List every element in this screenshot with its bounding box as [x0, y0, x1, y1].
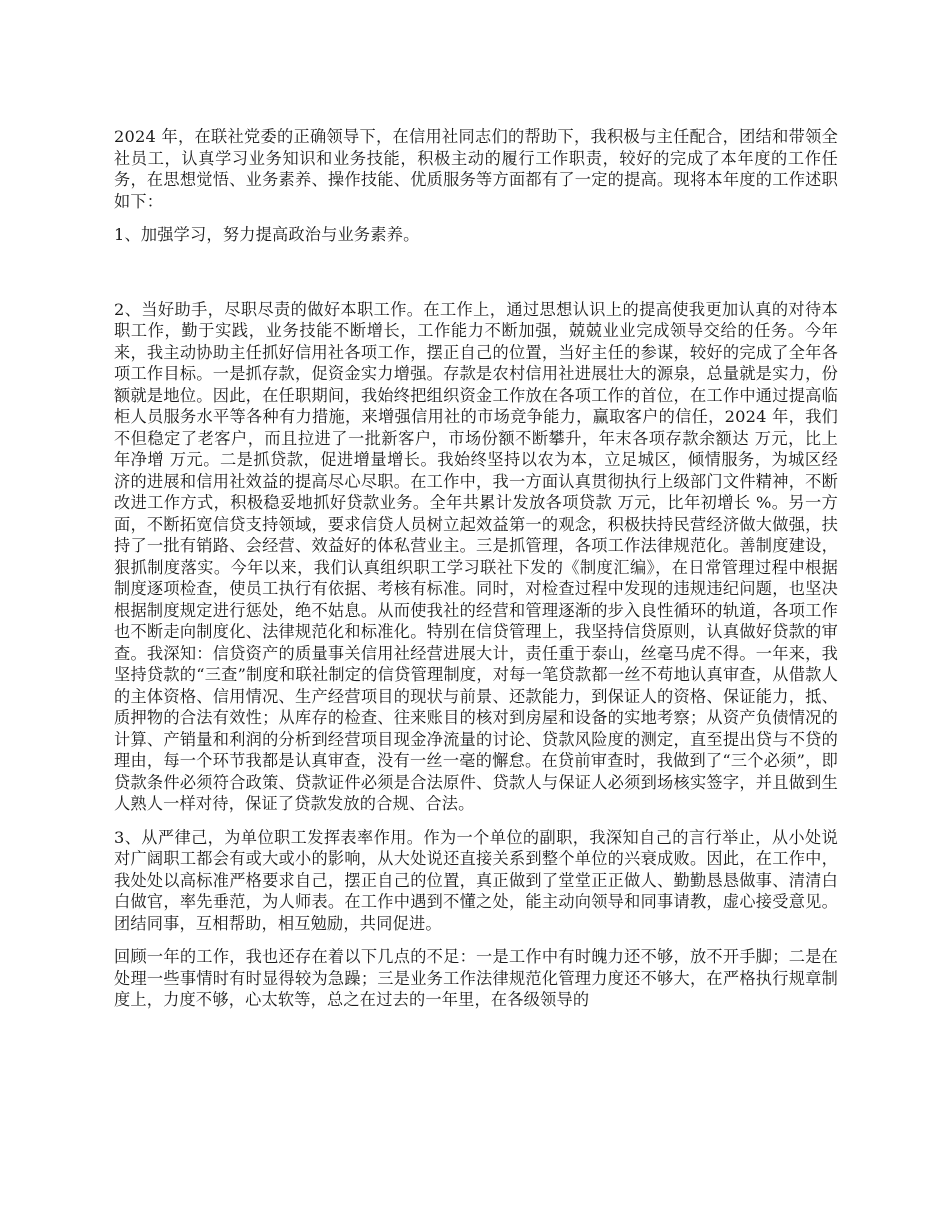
document-body [114, 126, 838, 1011]
paragraph-section-2: 2、当好助手，尽职尽责的做好本职工作。在工作上，通过思想认识上的提高使我更加认真的对待本职工作，勤于实践，业务技能不断增长，工作能力不断加强，兢兢业业完成领导交给的任务。今年来，我主动协助主任抓好信用社各项工作，摆正自己的位置，当好主任的参谋，较好的完成了全年各项工作目标。一是抓存款，促资金实力增强。存款是农村信用社进展壮大的源泉，总量就是实力，份额就是地位。因此，在任职期间，我始终把组织资金工作放在各项工作的首位，在工作中通过提高临柜人员服务水平等各种有力措施，来增强信用社的市场竞争能力，赢取客户的信任，2024 年，我们不但稳定了老客户，而且拉进了一批新客户，市场份额不断攀升，年末各项存款余额达 万元，比上年净增 万元。二是抓贷款，促进增量增长。我始终坚持以农为本，立足城区，倾情服务，为城区经济的进展和信用社效益的提高尽心尽职。在工作中，我一方面认真贯彻执行上级部门文件精神，不断改进工作方式，积极稳妥地抓好贷款业务。全年共累计发放各项贷款 万元，比年初增长 %。另一方面，不断拓宽信贷支持领域，要求信贷人员树立起效益第一的观念，积极扶持民营经济做大做强，扶持了一批有销路、会经营、效益好的体私营业主。三是抓管理，各项工作法律规范化。善制度建设，狠抓制度落实。今年以来，我们认真组织职工学习联社下发的《制度汇编》，在日常管理过程中根据制度逐项检查，使员工执行有依据、考核有标准。同时，对检查过程中发现的违规违纪问题，也坚决根据制度规定进行惩处，绝不姑息。从而使我社的经营和管理逐渐的步入良性循环的轨道，各项工作也不断走向制度化、法律规范化和标准化。特别在信贷管理上，我坚持信贷原则，认真做好贷款的审查。我深知：信贷资产的质量事关信用社经营进展大计，责任重于泰山，丝毫马虎不得。一年来，我坚持贷款的“三查”制度和联社制定的信贷管理制度，对每一笔贷款都一丝不苟地认真审查，从借款人的主体资格、信用情况、生产经营项目的现状与前景、还款能力，到保证人的资格、保证能力，抵、质押物的合法有效性；从库存的检查、往来账目的核对到房屋和设备的实地考察；从资产负债情况的计算、产销量和利润的分析到经营项目现金净流量的讨论、贷款风险度的测定，直至提出贷与不贷的理由，每一个环节我都是认真审查，没有一丝一毫的懈怠。在贷前审查时，我做到了“三个必须”，即贷款条件必须符合政策、贷款证件必须是合法原件、贷款人与保证人必须到场核实签字，并且做到生人熟人一样对待，保证了贷款发放的合规、合法。 [114, 299, 838, 813]
paragraph-section-3: 3、从严律己，为单位职工发挥表率作用。作为一个单位的副职，我深知自己的言行举止，从小处说对广阔职工都会有或大或小的影响，从大处说还直接关系到整个单位的兴衰成败。因此，在工作中，我处处以高标准严格要求自己，摆正自己的位置，真正做到了堂堂正正做人、勤勤恳恳做事、清清白白做官，率先垂范，为人师表。在工作中遇到不懂之处，能主动向领导和同事请教，虚心接受意见。团结同事，互相帮助，相互勉励，共同促进。 [114, 827, 838, 933]
paragraph-intro: 2024 年，在联社党委的正确领导下，在信用社同志们的帮助下，我积极与主任配合，团结和带领全社员工，认真学习业务知识和业务技能，积极主动的履行工作职责，较好的完成了本年度的工作任务，在思想觉悟、业务素养、操作技能、优质服务等方面都有了一定的提高。现将本年度的工作述职如下： [114, 127, 838, 211]
paragraph-review: 回顾一年的工作，我也还存在着以下几点的不足：一是工作中有时魄力还不够，放不开手脚；二是在处理一些事情时有时显得较为急躁；三是业务工作法律规范化管理力度还不够大，在严格执行规章制度上，力度不够，心太软等，总之在过去的一年里，在各级领导的 [114, 947, 838, 1009]
paragraph-heading-1: 1、加强学习，努力提高政治与业务素养。 [114, 225, 420, 244]
